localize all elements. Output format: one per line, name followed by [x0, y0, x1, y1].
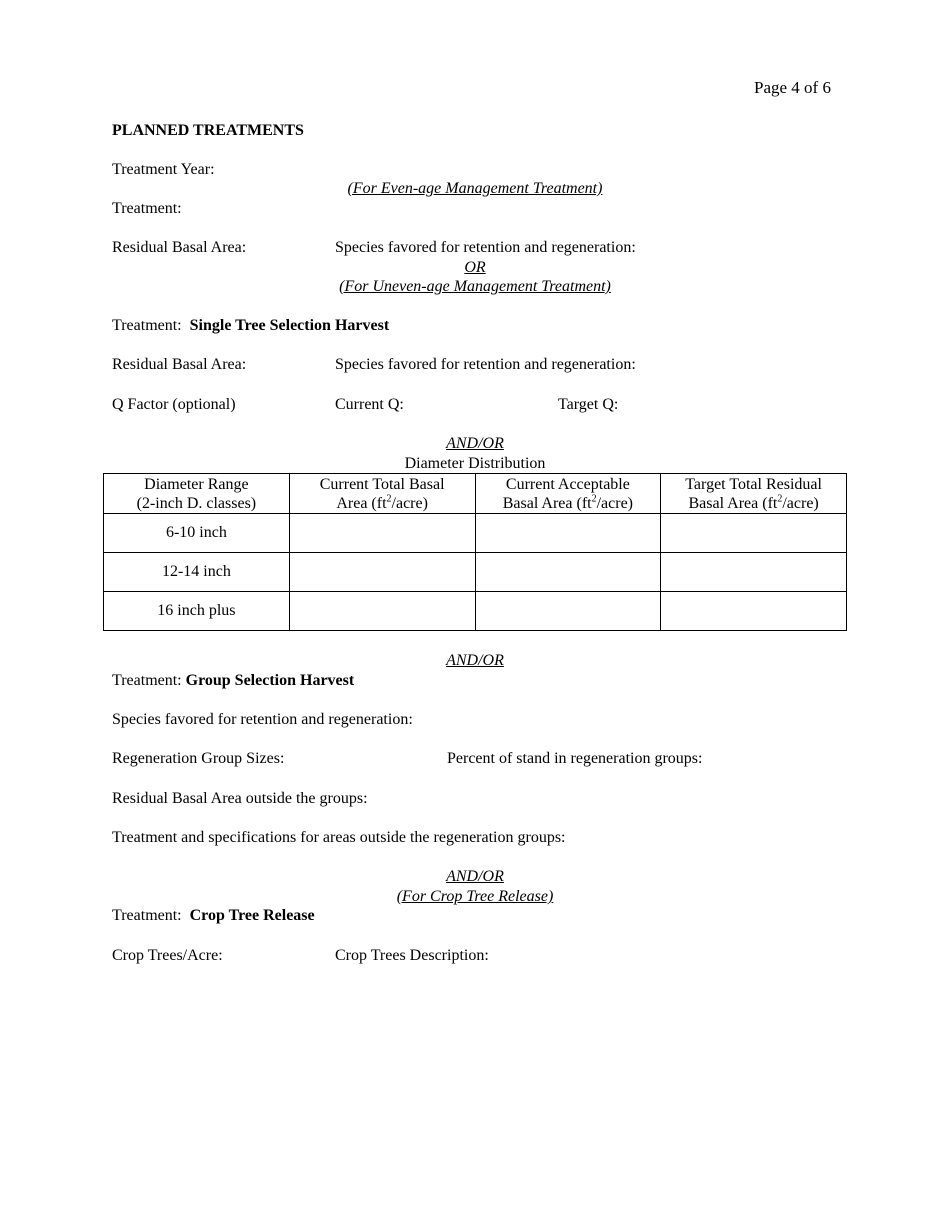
regeneration-group-sizes-label: Regeneration Group Sizes: [112, 750, 285, 767]
table-row [104, 553, 847, 592]
crop-trees-per-acre-label: Crop Trees/Acre: [112, 947, 223, 964]
treatment-year-label: Treatment Year: [112, 161, 215, 178]
header-target-total-residual-basal-area [661, 474, 847, 514]
uneven-age-treatment [112, 316, 389, 336]
group-selection-treatment-label: Treatment: [112, 672, 182, 689]
header-superscript: 2 [386, 493, 392, 505]
header-tail: /acre) [391, 494, 428, 512]
table-header-row [104, 474, 847, 514]
current-q-label: Current Q: [335, 396, 404, 413]
q-factor-label: Q Factor (optional) [112, 396, 236, 413]
header-line1: Diameter Range [144, 475, 249, 493]
and-or-label-3: AND/OR [446, 868, 504, 885]
header-line2: Basal Area (ft [688, 494, 778, 512]
header-superscript: 2 [591, 493, 597, 505]
even-age-treatment-label: Treatment: [112, 200, 182, 217]
diameter-class-cell: 6-10 inch [104, 514, 290, 553]
outside-groups-specifications-label: Treatment and specifications for areas outside the regeneration groups: [112, 829, 566, 846]
header-line2: Basal Area (ft [502, 494, 592, 512]
crop-tree-treatment-name: Crop Tree Release [189, 907, 315, 924]
target-residual-basal-area-cell[interactable] [661, 553, 847, 592]
residual-outside-groups-label: Residual Basal Area outside the groups: [112, 790, 368, 807]
header-superscript: 2 [777, 493, 783, 505]
target-residual-basal-area-cell[interactable] [661, 592, 847, 631]
target-residual-basal-area-cell[interactable] [661, 514, 847, 553]
diameter-class-cell: 12-14 inch [104, 553, 290, 592]
uneven-age-species-favored-label: Species favored for retention and regeneration: [335, 356, 636, 373]
crop-tree-treatment-label: Treatment: [112, 907, 182, 924]
header-line2: (2-inch D. classes) [136, 494, 257, 512]
or-label: OR [464, 259, 486, 276]
header-line1: Current Acceptable [505, 475, 630, 493]
current-total-basal-area-cell[interactable] [289, 553, 475, 592]
current-total-basal-area-cell[interactable] [289, 592, 475, 631]
header-tail: /acre) [782, 494, 819, 512]
crop-trees-description-label: Crop Trees Description: [335, 947, 489, 964]
percent-regeneration-groups-label: Percent of stand in regeneration groups: [447, 750, 703, 767]
group-selection-treatment [112, 671, 354, 691]
even-age-residual-basal-area-label: Residual Basal Area: [112, 239, 247, 256]
diameter-distribution-title: Diameter Distribution [404, 455, 546, 472]
uneven-age-treatment-label: Treatment: [112, 317, 182, 334]
target-q-label: Target Q: [558, 396, 619, 413]
header-line1: Current Total Basal [319, 475, 445, 493]
uneven-age-treatment-name: Single Tree Selection Harvest [189, 317, 390, 334]
uneven-age-residual-basal-area-label: Residual Basal Area: [112, 356, 247, 373]
table-row [104, 592, 847, 631]
current-acceptable-basal-area-cell[interactable] [475, 592, 661, 631]
header-line2: Area (ft [336, 494, 387, 512]
and-or-label-2: AND/OR [446, 652, 504, 669]
header-current-acceptable-basal-area [475, 474, 661, 514]
current-acceptable-basal-area-cell[interactable] [475, 514, 661, 553]
header-tail: /acre) [596, 494, 633, 512]
uneven-age-heading: (For Uneven-age Management Treatment) [339, 278, 611, 295]
section-title: PLANNED TREATMENTS [112, 122, 304, 139]
group-selection-treatment-name: Group Selection Harvest [185, 672, 355, 689]
table-row [104, 514, 847, 553]
crop-tree-heading: (For Crop Tree Release) [396, 888, 554, 905]
diameter-distribution-table [103, 473, 847, 631]
diameter-class-cell: 16 inch plus [104, 592, 290, 631]
current-total-basal-area-cell[interactable] [289, 514, 475, 553]
header-current-total-basal-area [289, 474, 475, 514]
and-or-label-1: AND/OR [446, 435, 504, 452]
group-species-favored-label: Species favored for retention and regeneration: [112, 711, 413, 728]
current-acceptable-basal-area-cell[interactable] [475, 553, 661, 592]
page-number: Page 4 of 6 [754, 78, 831, 97]
header-diameter-range [104, 474, 290, 514]
even-age-heading: (For Even-age Management Treatment) [347, 180, 603, 197]
header-line1: Target Total Residual [685, 475, 822, 493]
even-age-species-favored-label: Species favored for retention and regeneration: [335, 239, 636, 256]
crop-tree-treatment [112, 906, 315, 926]
